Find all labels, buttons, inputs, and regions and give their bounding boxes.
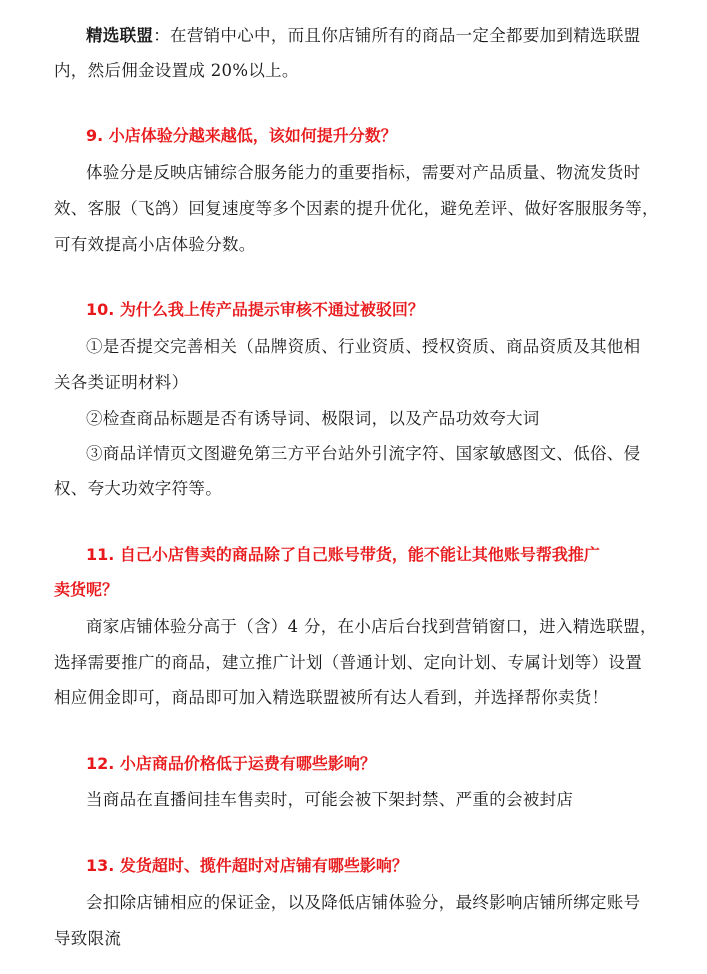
q11-line-3: 相应佣金即可，商品即可加入精选联盟被所有达人看到，并选择帮你卖货！ — [54, 688, 609, 707]
q9-line-3: 可有效提高小店体验分数。 — [54, 235, 256, 254]
q13-line-1: 会扣除店铺相应的保证金，以及降低店铺体验分，最终影响店铺所绑定账号 — [86, 893, 641, 912]
q11-heading-line-2: 卖货呢？ — [54, 580, 119, 599]
q10-line-1: ①是否提交完善相关（品牌资质、行业资质、授权资质、商品资质及其他相 — [86, 337, 641, 356]
q12-line-1: 当商品在直播间挂车售卖时，可能会被下架封禁、严重的会被封店 — [86, 790, 574, 809]
q10-line-5: 权、夸大功效字符等。 — [54, 479, 222, 498]
q9-line-2: 效、客服（飞鸽）回复速度等多个因素的提升优化，避免差评、做好客服服务等， — [54, 199, 659, 218]
q10-line-2: 关各类证明材料） — [54, 373, 189, 392]
intro-line-2: 内，然后佣金设置成 20%以上。 — [54, 61, 299, 80]
q10-heading: 10. 为什么我上传产品提示审核不通过被驳回？ — [86, 300, 424, 319]
q11-line-2: 选择需要推广的商品，建立推广计划（普通计划、定向计划、专属计划等）设置 — [54, 653, 642, 672]
q11-line-1: 商家店铺体验分高于（含）4 分，在小店后台找到营销窗口，进入精选联盟， — [86, 617, 657, 636]
intro-bold-label: 精选联盟 — [86, 26, 154, 45]
intro-line-1 — [86, 26, 666, 46]
q9-heading: 9. 小店体验分越来越低，该如何提升分数？ — [86, 126, 397, 145]
intro-line-1-text: 在营销中心中，而且你店铺所有的商品一定全都要加到精选联盟 — [170, 26, 641, 45]
q13-heading: 13. 发货超时、揽件超时对店铺有哪些影响？ — [86, 856, 408, 875]
q12-heading: 12. 小店商品价格低于运费有哪些影响？ — [86, 754, 376, 773]
q13-line-2: 导致限流 — [54, 929, 122, 948]
q11-heading-line-1: 11. 自己小店售卖的商品除了自己账号带货，能不能让其他账号帮我推广 — [86, 545, 600, 564]
intro-colon: ： — [153, 26, 171, 45]
q10-line-3: ②检查商品标题是否有诱导词、极限词，以及产品功效夸大词 — [86, 409, 540, 428]
q9-line-1: 体验分是反映店铺综合服务能力的重要指标，需要对产品质量、物流发货时 — [86, 163, 641, 182]
q10-line-4: ③商品详情页文图避免第三方平台站外引流字符、国家敏感图文、低俗、侵 — [86, 444, 641, 463]
